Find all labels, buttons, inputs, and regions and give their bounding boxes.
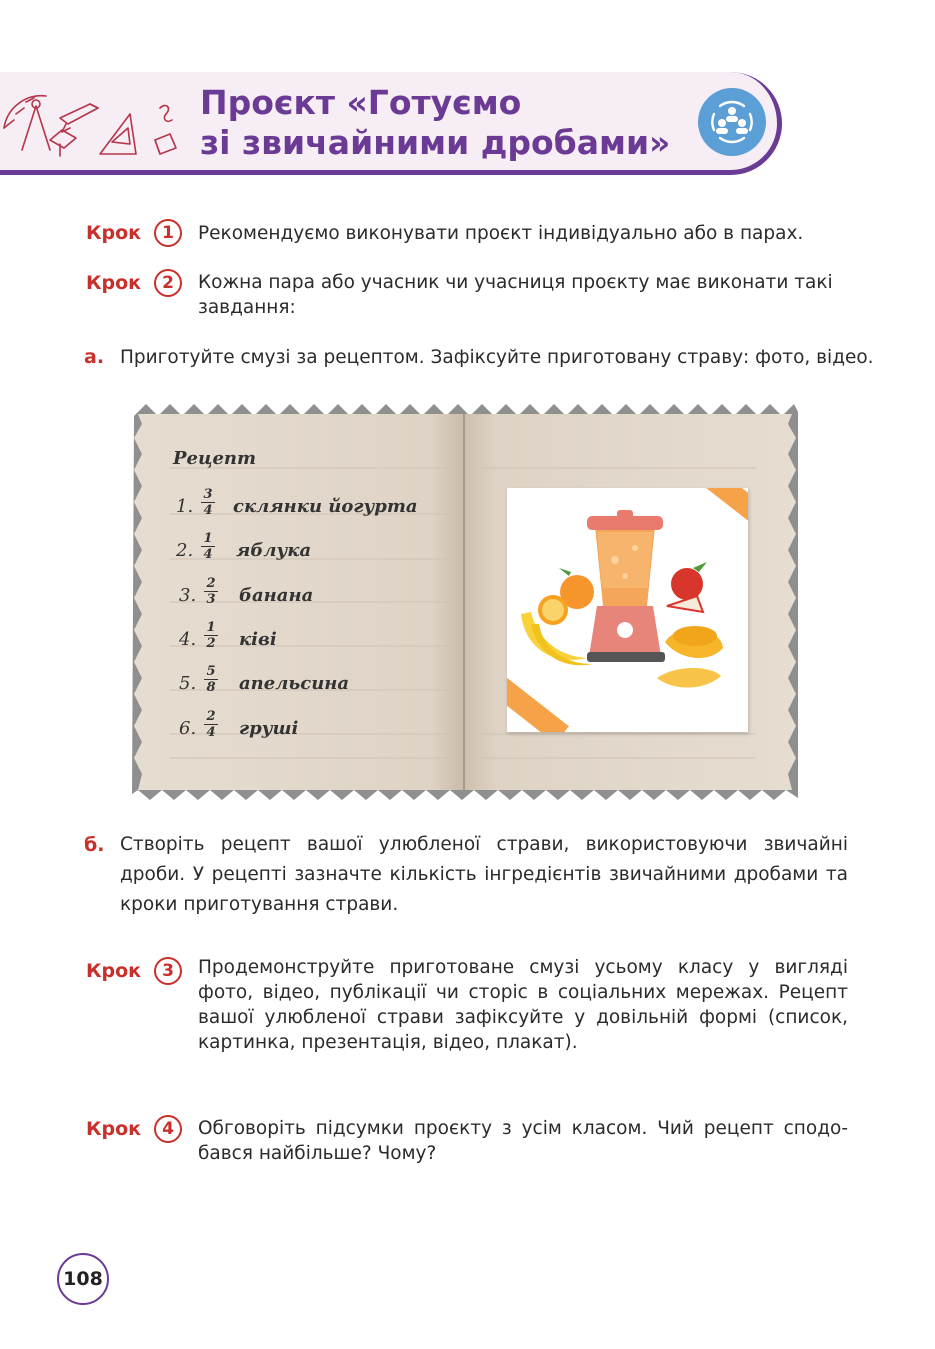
project-title [200,83,670,163]
recipe-title: Рецепт [173,448,257,469]
step-label: Крок [86,960,142,982]
page-number: 108 [57,1253,109,1305]
school-supplies-doodle-icon [0,78,190,168]
fraction-denominator: 2 [206,636,216,651]
step-number-badge: 4 [154,1115,182,1143]
step-number-badge: 1 [154,219,182,247]
task-b-label: б. [84,834,105,856]
task-a-text: Приготуйте смузі за рецептом. Зафіксуйте приготовану страву: фото, відео. [120,347,874,368]
step-text: Кожна пара або учасник чи учасниця проєкту має виконати такі завдання: [198,272,833,318]
recipe-item-number: 4. [179,629,197,650]
recipe-item-number: 6. [179,718,197,739]
task-a-label: а. [84,346,105,368]
step-text: Рекомендуємо виконувати проєкт індивідуально або в парах. [198,223,804,244]
recipe-item-number: 3. [179,585,197,606]
fraction-denominator: 4 [203,503,213,518]
title-line-2: зі звичайними дробами» [200,123,671,162]
step-number-badge: 3 [154,957,182,985]
recipe-ingredient: яблука [236,540,312,561]
step-text: Обговоріть підсумки проєкту з усім класом. Чий рецепт сподо-бався найбільше? Чому? [198,1118,848,1164]
recipe-fraction [204,576,218,607]
fraction-numerator: 1 [204,620,218,636]
recipe-item-number: 1. [176,496,194,517]
recipe-ingredient: банана [239,585,314,606]
task-b-text: Створіть рецепт вашої улюбленої страви, використовуючи звичайні дроби. У рецепті зазначте кількість інгредієнтів звичайними дробами та кроки приготування страви. [120,834,848,915]
recipe-ingredient: склянки йогурта [233,496,418,517]
recipe-fraction [201,487,215,518]
step-label: Крок [86,272,142,294]
smoothie-photo [507,488,748,732]
recipe-fraction [204,709,218,740]
fraction-numerator: 1 [201,531,215,547]
recipe-ingredient: апельсина [239,673,350,694]
step-label: Крок [86,222,142,244]
recipe-item-number: 2. [176,540,194,561]
fraction-numerator: 5 [204,664,218,680]
fraction-numerator: 2 [204,709,218,725]
fraction-denominator: 4 [203,547,213,562]
fraction-numerator: 2 [204,576,218,592]
title-line-1: Проєкт «Готуємо [200,83,522,122]
step-text: Продемонструйте приготоване смузі усьому класу у вигляді фото, відео, публікації чи сторіс в соціальних мережах. Рецепт вашої улюбленої страви зафіксуйте у довільній формі (список, картинка, презентація, відео, плакат). [198,957,848,1053]
recipe-item-number: 5. [179,673,197,694]
recipe-ingredient: груші [239,718,299,739]
recipe-fraction [204,664,218,695]
fraction-denominator: 8 [206,680,216,695]
step-number-badge: 2 [154,269,182,297]
fraction-numerator: 3 [201,487,215,503]
fraction-denominator: 4 [206,725,216,740]
smoothie-blender-illustration [507,488,748,732]
team-collaboration-icon [698,88,766,156]
fraction-denominator: 3 [206,592,216,607]
recipe-fraction [204,620,218,651]
recipe-ingredient: ківі [239,629,277,650]
recipe-fraction [201,531,215,562]
step-label: Крок [86,1118,142,1140]
